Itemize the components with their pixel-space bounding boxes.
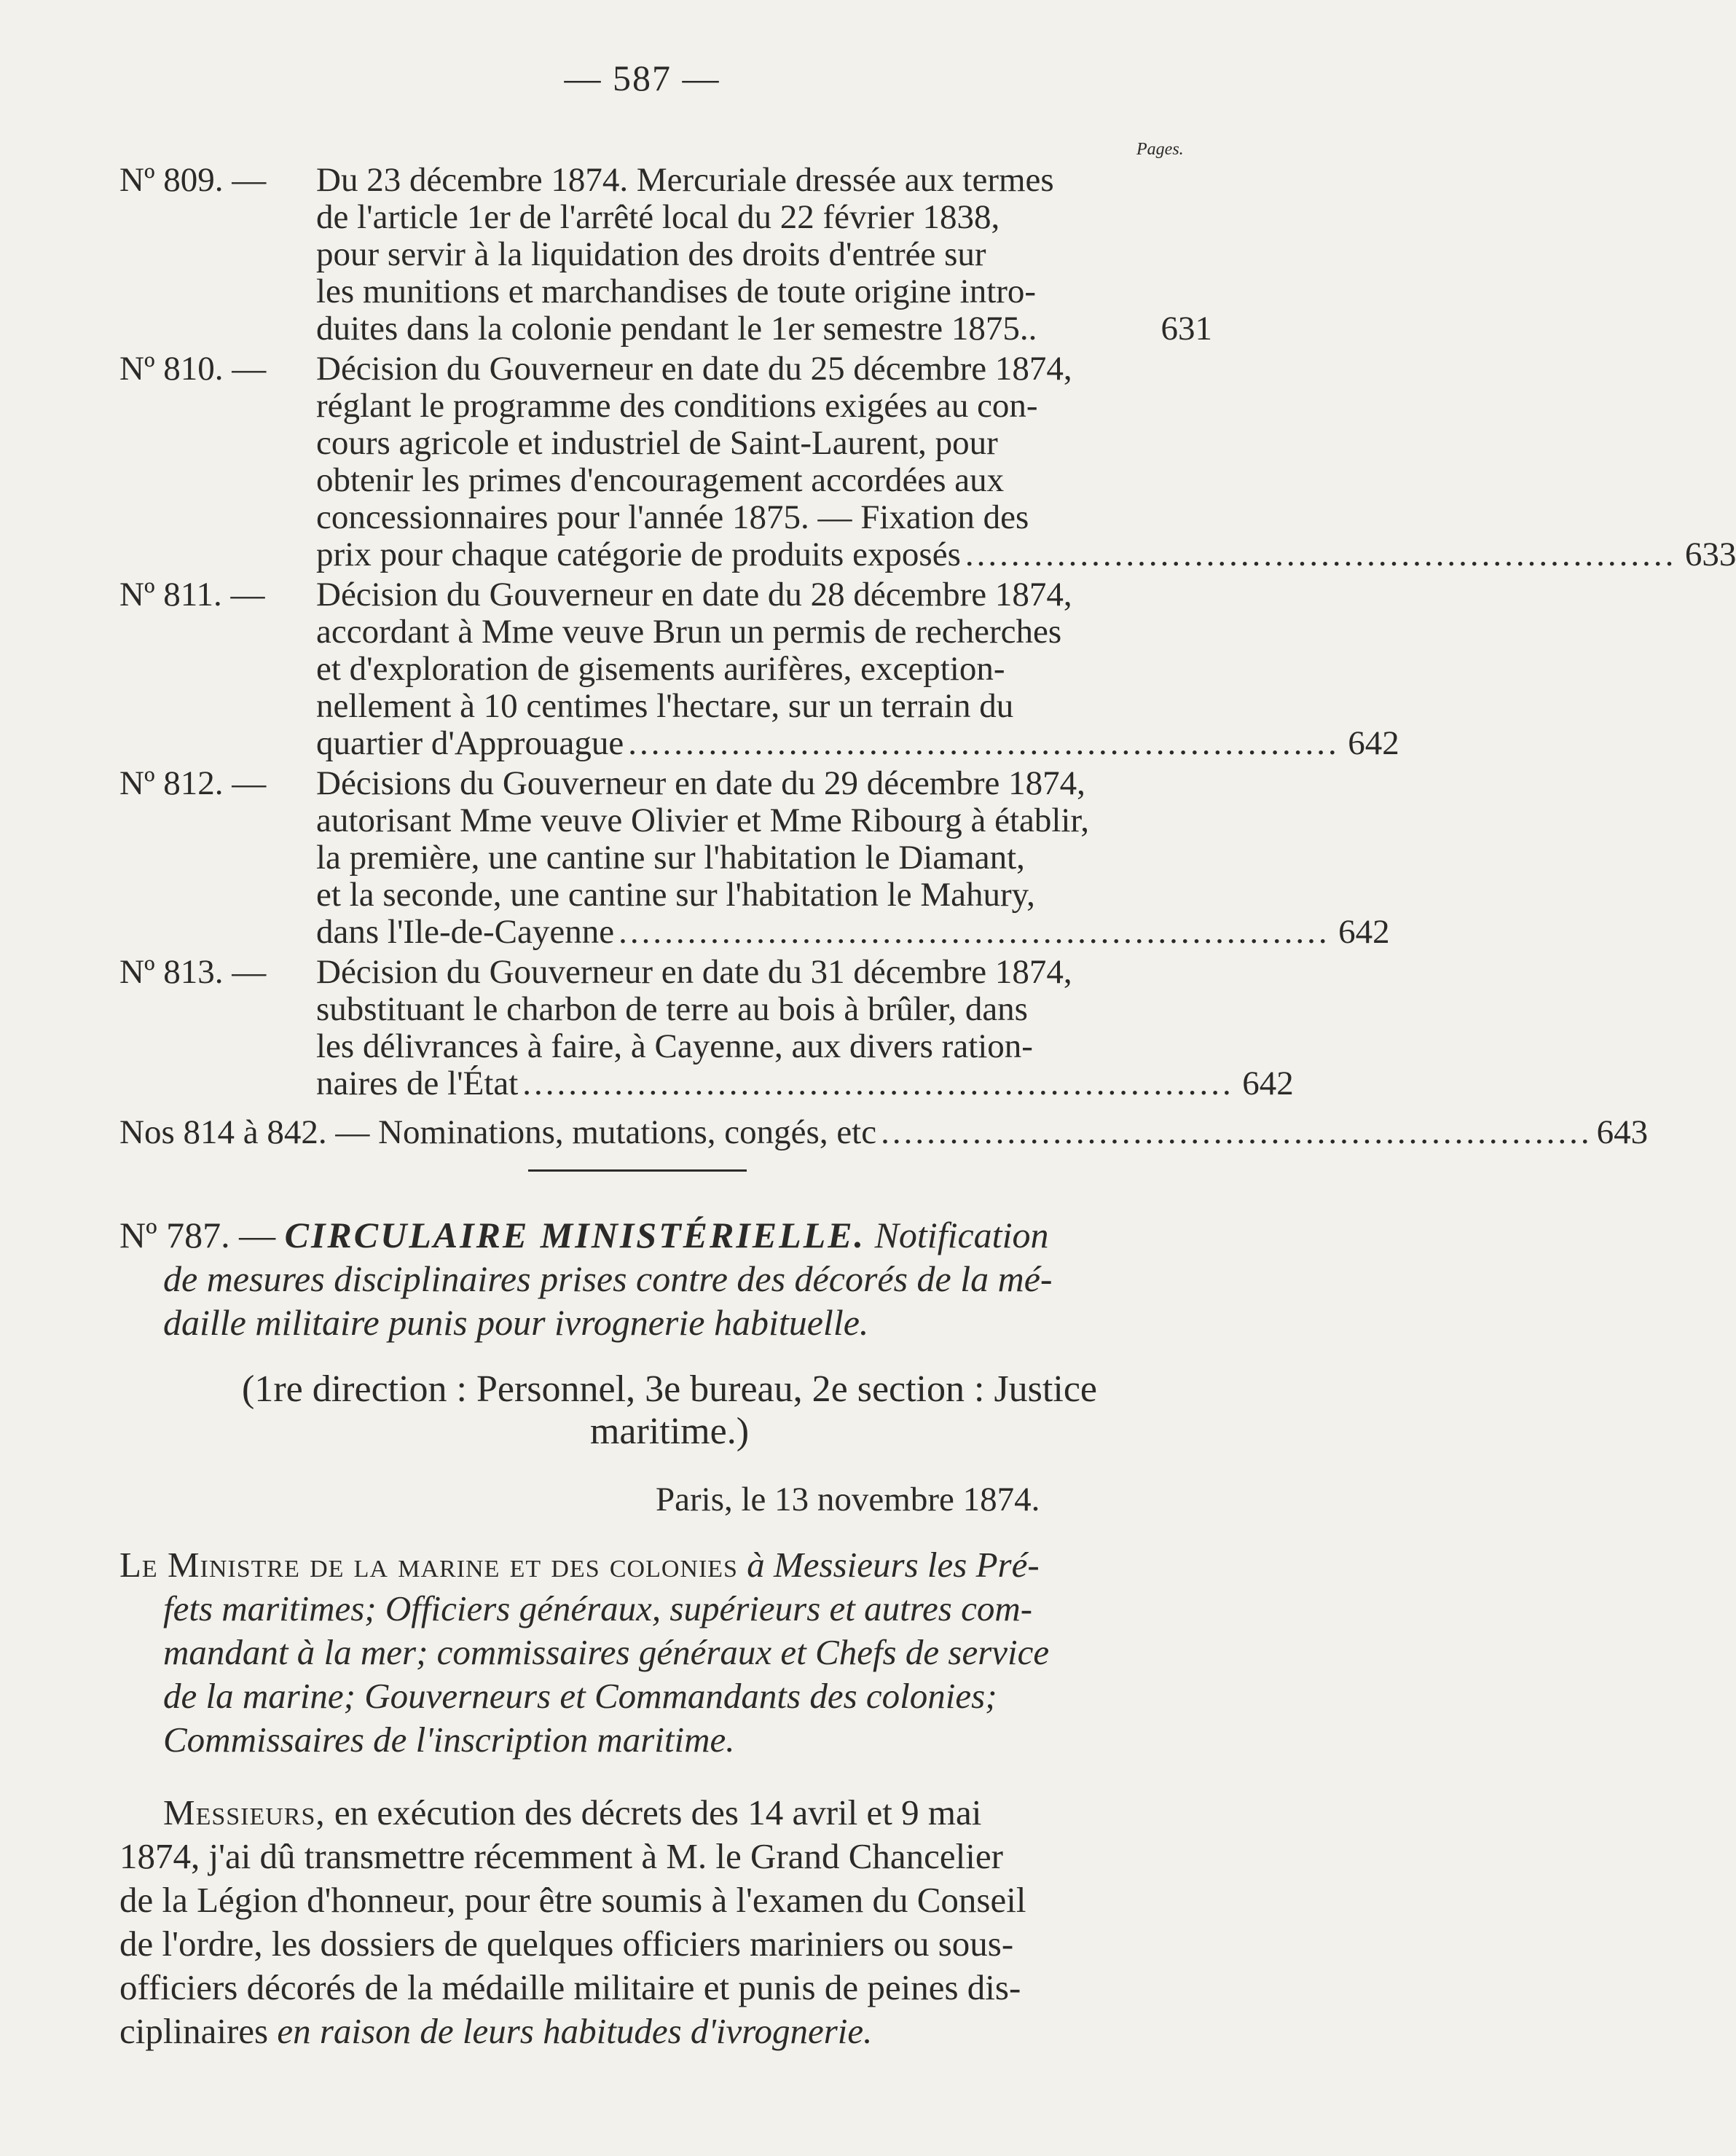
table-of-contents xyxy=(119,161,1736,1151)
toc-page-ref: 642 xyxy=(1338,913,1390,951)
address-lead: Le Ministre de la marine et des colonies xyxy=(119,1545,738,1585)
toc-entry-last-line: quartier d'Approuague .............................................................. 642 xyxy=(316,724,1399,762)
toc-entry-line: la première, une cantine sur l'habitation le Diamant, xyxy=(316,839,1025,877)
toc-entry-line: et la seconde, une cantine sur l'habitation le Mahury, xyxy=(316,876,1035,914)
address-text: à Messieurs les Pré- xyxy=(747,1545,1040,1585)
toc-entry xyxy=(119,162,1212,348)
toc-entry-line: concessionnaires pour l'année 1875. — Fixation des xyxy=(316,498,1029,536)
page-number: — 587 — xyxy=(564,58,720,98)
circular-subject: Notification xyxy=(874,1215,1049,1255)
toc-entry xyxy=(119,953,1294,1102)
circular-title: CIRCULAIRE MINISTÉRIELLE. xyxy=(284,1215,866,1255)
body-paragraph xyxy=(119,1791,1219,2053)
toc-entry-line: réglant le programme des conditions exigées au con- xyxy=(316,387,1038,425)
circular-number: Nº 787. — xyxy=(119,1215,276,1255)
toc-page-ref: 631 xyxy=(1160,310,1212,348)
body-line: de l'ordre, les dossiers de quelques officiers mariniers ou sous- xyxy=(119,1924,1014,1964)
toc-entry-line: Nº 812. — Décisions du Gouverneur en date du 29 décembre 1874, xyxy=(119,764,1085,802)
circular-heading xyxy=(119,1213,1219,1344)
toc-entry-line: et d'exploration de gisements aurifères, exception- xyxy=(316,650,1005,688)
toc-entry-line: cours agricole et industriel de Saint-Laurent, pour xyxy=(316,424,998,462)
toc-entry-number: Nº 810. — xyxy=(119,350,267,388)
toc-page-ref: 643 xyxy=(1596,1113,1649,1151)
toc-page-ref: 633 xyxy=(1684,536,1736,573)
toc-entry-line: Nº 810. — Décision du Gouverneur en date du 25 décembre 1874, xyxy=(119,350,1072,388)
toc-entry-line: nellement à 10 centimes l'hectare, sur un terrain du xyxy=(316,687,1014,725)
body-line: Messieurs, en exécution des décrets des 14 avril et 9 mai xyxy=(163,1792,982,1832)
direction-line: (1re direction : Personnel, 3e bureau, 2e section : Justice xyxy=(242,1368,1097,1410)
direction-line: maritime.) xyxy=(589,1411,750,1452)
toc-entry-last-line: dans l'Ile-de-Cayenne .............................................................. 642 xyxy=(316,913,1390,951)
toc-entry-line: accordant à Mme veuve Brun un permis de recherches xyxy=(316,613,1062,651)
toc-entry-number: Nº 812. — xyxy=(119,764,267,802)
direction-note xyxy=(119,1368,1219,1453)
toc-entry xyxy=(119,576,1399,762)
toc-entry-line: les délivrances à faire, à Cayenne, aux divers ration- xyxy=(316,1027,1033,1065)
body-line: de la Légion d'honneur, pour être soumis à l'examen du Conseil xyxy=(119,1880,1026,1920)
toc-entry xyxy=(119,350,1736,573)
section-divider xyxy=(528,1169,747,1172)
toc-entry-line: les munitions et marchandises de toute origine intro- xyxy=(316,273,1037,310)
address-line: Commissaires de l'inscription maritime. xyxy=(163,1720,735,1760)
body-line: 1874, j'ai dû transmettre récemment à M. le Grand Chancelier xyxy=(119,1836,1003,1876)
toc-entry-number: Nº 811. — xyxy=(119,576,265,614)
toc-leader-dots: .............................................................. xyxy=(618,913,1330,951)
toc-entry-line: Nº 811. — Décision du Gouverneur en date du 28 décembre 1874, xyxy=(119,576,1072,614)
salutation: Messieurs, xyxy=(163,1792,326,1832)
toc-entry-number: Nº 813. — xyxy=(119,953,267,991)
address-line: de la marine; Gouverneurs et Commandants des colonies; xyxy=(163,1676,997,1716)
toc-leader-dots: .............................................................. xyxy=(522,1065,1234,1102)
toc-entry xyxy=(119,764,1390,951)
toc-entry-line: Nº 813. — Décision du Gouverneur en date du 31 décembre 1874, xyxy=(119,953,1072,991)
toc-page-ref: 642 xyxy=(1348,724,1399,762)
address-line: mandant à la mer; commissaires généraux et Chefs de service xyxy=(163,1632,1050,1672)
body-line: ciplinaires en raison de leurs habitudes d'ivrognerie. xyxy=(119,2011,873,2051)
dateline: Paris, le 13 novembre 1874. xyxy=(656,1481,1040,1518)
toc-entry-line: de l'article 1er de l'arrêté local du 22 février 1838, xyxy=(316,198,1000,236)
toc-entry-number: Nº 809. — xyxy=(119,161,267,199)
toc-entry-line: pour servir à la liquidation des droits d'entrée sur xyxy=(316,235,986,273)
toc-entry-final xyxy=(119,1113,1649,1151)
toc-entry-line: Nº 809. — Du 23 décembre 1874. Mercuriale dressée aux termes xyxy=(119,161,1054,199)
toc-entry-line: obtenir les primes d'encouragement accordées aux xyxy=(316,461,1005,499)
toc-leader-dots: .............................................................. xyxy=(881,1113,1592,1151)
address-block xyxy=(119,1543,1219,1762)
toc-leader-dots: .............................................................. xyxy=(965,536,1677,573)
toc-entry-line: autorisant Mme veuve Olivier et Mme Ribourg à établir, xyxy=(316,801,1090,839)
pages-column-label: Pages. xyxy=(1136,140,1184,159)
toc-entry-last-line: duites dans la colonie pendant le 1er semestre 1875.. 631 xyxy=(316,310,1212,348)
toc-entry-line: substituant le charbon de terre au bois à brûler, dans xyxy=(316,990,1028,1028)
toc-leader-dots: .............................................................. xyxy=(628,724,1340,762)
toc-entry-last-line: naires de l'État .............................................................. 642 xyxy=(316,1065,1294,1102)
circular-subject-line: de mesures disciplinaires prises contre des décorés de la mé- xyxy=(163,1258,1053,1299)
address-line: fets maritimes; Officiers généraux, supérieurs et autres com- xyxy=(163,1588,1033,1628)
body-line: officiers décorés de la médaille militaire et punis de peines dis- xyxy=(119,1967,1021,2007)
toc-entry-last-line: prix pour chaque catégorie de produits exposés .............................................................. 633 xyxy=(316,536,1736,573)
toc-page-ref: 642 xyxy=(1242,1065,1294,1102)
circular-subject-line: daille militaire punis pour ivrognerie habituelle. xyxy=(163,1302,869,1343)
toc-entry-text: Nos 814 à 842. — Nominations, mutations, congés, etc xyxy=(119,1113,877,1151)
